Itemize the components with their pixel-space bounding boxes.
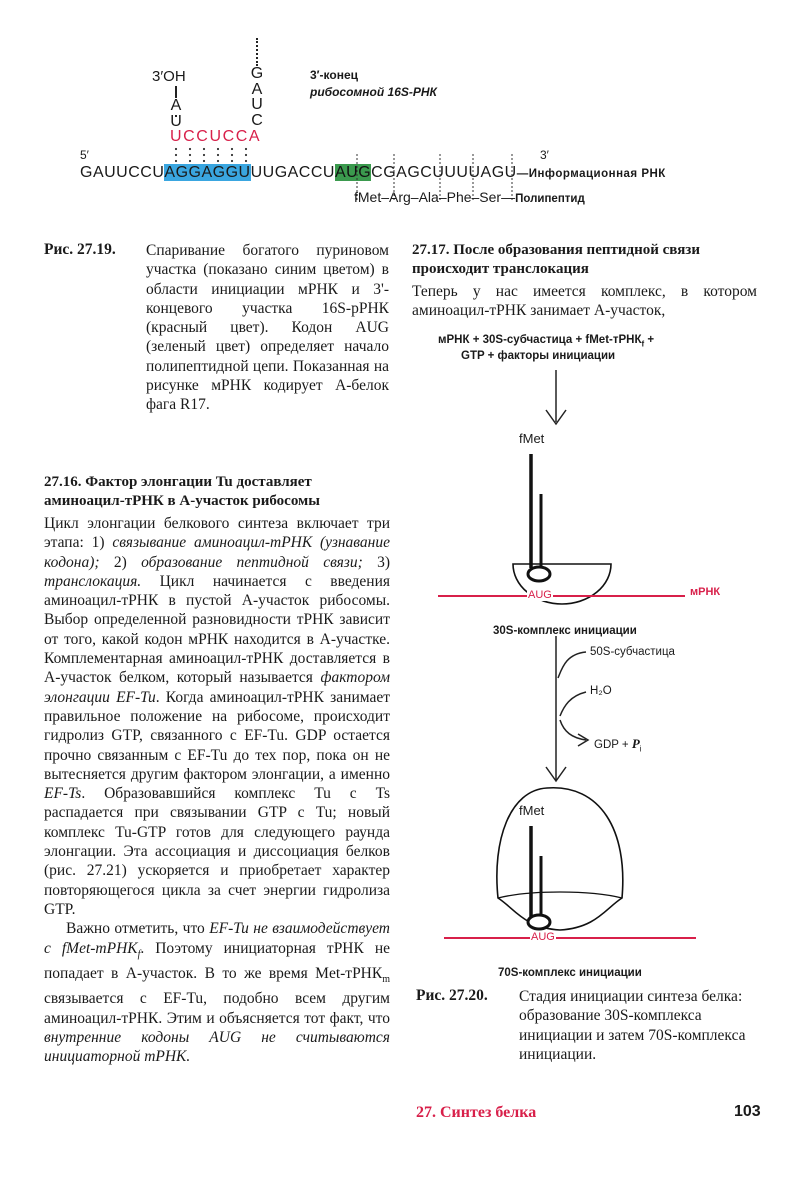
arrow-down-1 <box>546 370 566 424</box>
eq-subscript: f <box>641 339 645 349</box>
mrna-label-right: мРНК <box>690 586 721 598</box>
page-number: 103 <box>734 1103 761 1120</box>
stem-letter-a: A <box>170 97 182 114</box>
base-pair-dots <box>170 146 270 166</box>
h2o-label: H₂O <box>590 685 612 697</box>
text-run: . Поэтому инициаторная тРНК не попадает в А-участок. В то же время Met-тРНК <box>44 939 391 982</box>
stem-letter: U <box>251 96 263 113</box>
curved-arrow-50s <box>558 652 586 678</box>
curved-arrow-h2o <box>560 692 586 716</box>
fig-27-19-label: Рис. 27.19. <box>44 241 116 258</box>
trna-70s <box>528 826 550 929</box>
pi-text: P <box>631 736 640 751</box>
right-stem-letters <box>249 66 265 128</box>
gdp-text: GDP + <box>594 739 632 751</box>
mrna-label: —Информационная РНК <box>516 168 666 180</box>
dotted-continuation <box>256 38 258 66</box>
text-run: Важно отметить, что <box>66 920 210 938</box>
initiation-diagram <box>400 360 800 980</box>
paragraph-2 <box>44 919 390 1066</box>
text-run-italic: фактором элонгации EF-Tu <box>44 669 390 706</box>
text-run: Цикл элонгации белкового синтеза включает три этапа: 1) <box>44 515 390 552</box>
mrna-segment: UUGACCU <box>250 164 335 181</box>
five-prime-label: 5′ <box>80 148 89 162</box>
eq-text: мРНК + 30S-субчастица + fMet-тРНК <box>438 334 642 346</box>
section-27-16-heading: 27.16. Фактор элонгации Tu доставляет аминоацил-тРНК в А-участок рибосомы <box>44 474 320 509</box>
fmet-label-bottom: fMet <box>519 803 545 818</box>
subscript: f <box>137 948 141 960</box>
mrna-three-prime-label: 3′ <box>540 148 549 162</box>
text-run-italic: внутренние кодоны AUG не считываются инициаторной тРНК. <box>44 1028 390 1066</box>
mrna-segment: CGAGCUUUUAGU <box>371 164 517 181</box>
ribosome-70s-divider <box>498 892 622 898</box>
text-run-italic: образование пептидной связи; <box>141 553 363 571</box>
complex-30s-label: 30S-комплекс инициации <box>493 625 637 637</box>
polypeptide-line <box>354 189 585 205</box>
three-end-subtitle: рибосомной 16S-РНК <box>310 85 437 99</box>
start-codon-aug: AUG <box>334 164 372 181</box>
equation-line-1 <box>438 334 654 348</box>
subscript: m <box>382 974 390 986</box>
text-run: . Когда аминоацил-тРНК занимает правильное положение на рибосоме, происходит гидролиз GTP, связанного с EF-Tu. GDP остается прочно связанным с EF-Tu до тех пор, пока он не вытесняется другим фактором элонгации, а именно <box>44 688 390 783</box>
fig-27-20-label: Рис. 27.20. <box>416 987 488 1004</box>
trna-30s <box>528 454 550 581</box>
aug-label-top: AUG <box>528 589 552 601</box>
three-prime-label: 3′ <box>152 68 164 85</box>
fig-27-20-caption: Стадия инициации синтеза белка: образование 30S-комплекса инициации и затем 70S-комплекса инициации. <box>519 988 746 1063</box>
text-run: Цикл начинается с введения аминоацил-тРНК в пустой А-участок рибосомы. Выбор определенной разновидности тРНК зависит от того, какой кодон мРНК находится в А-участке. Комплементарная аминоацил-тРНК доставляется в А-участок белком, который называется <box>44 572 390 687</box>
text-run: . Образовавшийся комплекс Tu с Ts распадается при связывании GTP с Tu; новый комплекс Tu-GTP готов для следующего раунда элонгации. Эта ассоциация и диссоциация белков (рис. 27.21) ускоряется и приобретает характер повторяющегося цикла за счет энергии гидролиза GTP. <box>44 785 390 918</box>
eq-text: + <box>644 334 655 346</box>
section-27-17-heading: 27.17. После образования пептидной связи происходит транслокация <box>412 242 700 277</box>
section-27-17-body: Теперь у нас имеется комплекс, в котором аминоацил-тРНК занимает А-участок, <box>412 283 757 320</box>
text-run-italic: транслокация. <box>44 572 142 590</box>
oh-label: OH <box>163 68 186 85</box>
pi-subscript: i <box>639 744 642 754</box>
subunit-50s-label: 50S-субчастица <box>590 646 675 658</box>
text-run-italic: EF-Tu не взаимодействует с fMet-тРНК <box>44 920 390 957</box>
peptide-sequence: fMet–Arg–Ala–Phe–Ser— <box>354 189 516 205</box>
stem-letter: C <box>251 111 263 129</box>
section-27-16-body <box>44 514 390 1067</box>
complex-70s-label: 70S-комплекс инициации <box>498 967 642 979</box>
stem-letter-u: U <box>170 113 182 130</box>
mrna-segment: GAUUCCU <box>80 164 165 181</box>
stem-letter: A <box>251 80 263 98</box>
three-end-title: 3′-конец <box>310 68 359 82</box>
equation-line-2: GTP + факторы инициации <box>461 350 616 362</box>
purine-rich-region: AGGAGGU <box>164 164 251 181</box>
ribosome-70s <box>497 788 623 930</box>
rrna-red-sequence: UCCUCCA <box>170 128 262 145</box>
fig-27-19-caption: Спаривание богатого пуриновом участка (показано синим цветом) в области инициации мРНК и 3'-концевого участка 16S-рРНК (красный цвет). Кодон AUG (зеленый цвет) определяет начало полипептидной цепи. Показанная на рисунке мРНК кодирует А-белок фага R17. <box>146 242 389 414</box>
fmet-label-top: fMet <box>519 431 545 446</box>
text-run-italic: EF-Ts <box>44 785 82 803</box>
left-stem-3prime <box>152 68 186 85</box>
chapter-footer: 27. Синтез белка <box>416 1104 537 1121</box>
stem-letter: G <box>250 65 264 82</box>
aug-label-bottom: AUG <box>531 931 555 943</box>
text-run: 3) <box>362 553 390 571</box>
text-run: 2) <box>99 553 142 571</box>
text-run-italic: связывание аминоацил-тРНК (узнавание кодона); <box>44 534 391 571</box>
polypeptide-label: Полипептид <box>515 193 585 205</box>
gdp-pi-label <box>594 736 642 753</box>
text-run: связывается с EF-Tu, подобно всем другим аминоацил-тРНК. Этим и объясняется тот факт, что <box>44 990 390 1027</box>
